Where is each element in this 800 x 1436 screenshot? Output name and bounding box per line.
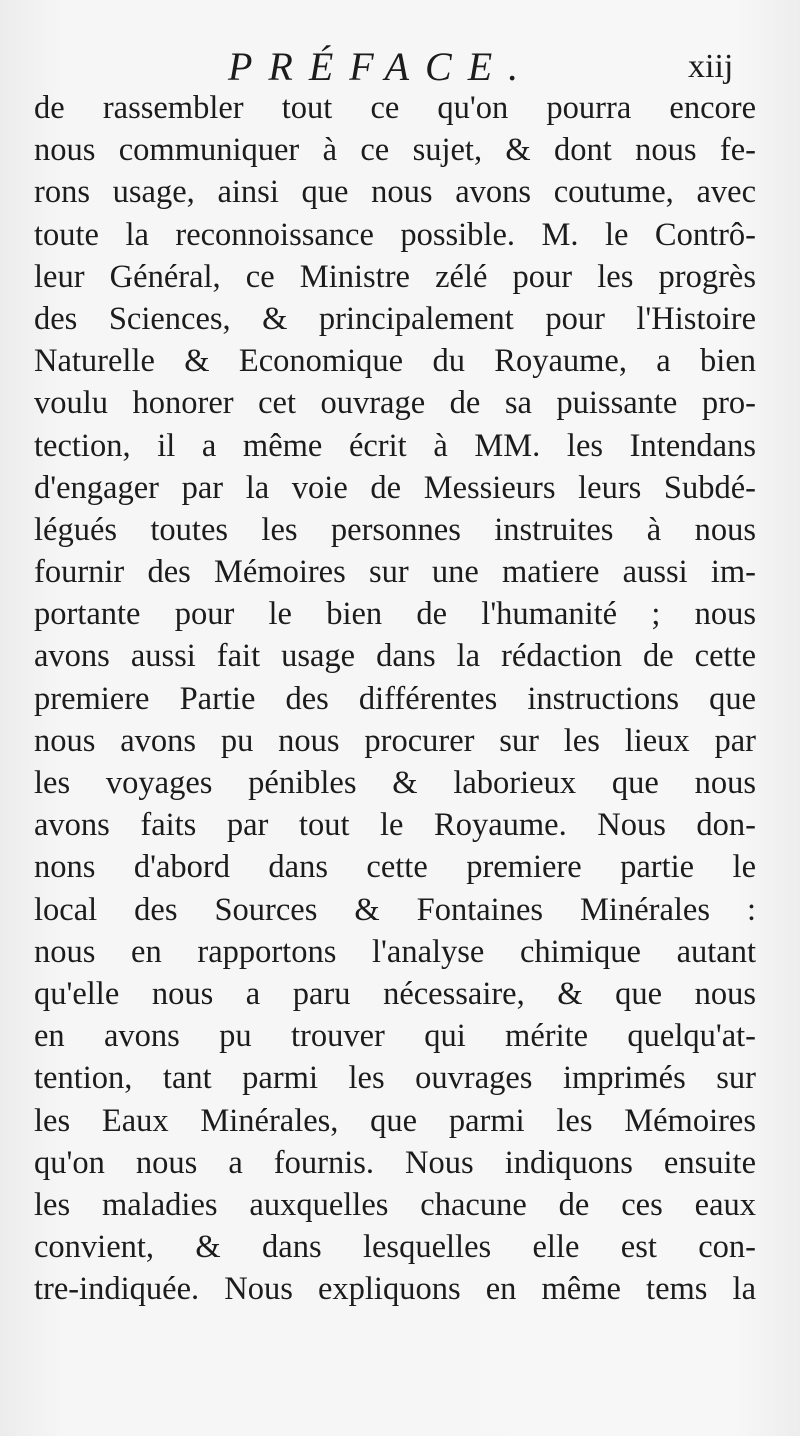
text-line: en avons pu trouver qui mérite quelqu'at- <box>34 1018 756 1055</box>
text-line: fournir des Mémoires sur une matiere aussi im- <box>34 554 756 591</box>
body-text <box>34 87 756 1310</box>
text-line: portante pour le bien de l'humanité ; nous <box>34 596 756 633</box>
text-line: qu'elle nous a paru nécessaire, & que nous <box>34 975 756 1012</box>
text-line: les maladies auxquelles chacune de ces eaux <box>34 1186 756 1223</box>
text-line: tection, il a même écrit à MM. les Intendans <box>34 427 756 464</box>
text-line: convient, & dans lesquelles elle est con- <box>34 1229 756 1266</box>
text-line: Naturelle & Economique du Royaume, a bien <box>34 343 756 380</box>
text-line: leur Général, ce Ministre zélé pour les progrès <box>34 258 756 295</box>
text-line: tre-indiquée. Nous expliquons en même tems la <box>34 1271 756 1308</box>
text-line: premiere Partie des différentes instructions que <box>34 680 756 717</box>
text-line: avons faits par tout le Royaume. Nous don- <box>34 807 756 844</box>
text-line: nons d'abord dans cette premiere partie le <box>34 849 756 886</box>
text-line: qu'on nous a fournis. Nous indiquons ensuite <box>34 1144 756 1181</box>
text-line: avons aussi fait usage dans la rédaction de cette <box>34 638 756 675</box>
text-line: d'engager par la voie de Messieurs leurs Subdé- <box>34 469 756 506</box>
text-line: nous en rapportons l'analyse chimique autant <box>34 933 756 970</box>
text-line: toute la reconnoissance possible. M. le Contrô- <box>34 216 756 253</box>
text-line: local des Sources & Fontaines Minérales : <box>34 891 756 928</box>
running-head <box>0 42 800 92</box>
text-line: les Eaux Minérales, que parmi les Mémoires <box>34 1102 756 1139</box>
text-line: les voyages pénibles & laborieux que nous <box>34 765 756 801</box>
text-line: rons usage, ainsi que nous avons coutume, avec <box>34 174 756 211</box>
text-line: tention, tant parmi les ouvrages imprimés sur <box>34 1060 756 1097</box>
text-line: de rassembler tout ce qu'on pourra encore <box>34 90 756 126</box>
running-title: PRÉFACE. <box>228 44 535 89</box>
page-number: xiij <box>688 48 734 85</box>
text-line: des Sciences, & principalement pour l'Histoire <box>34 300 756 337</box>
text-line: voulu honorer cet ouvrage de sa puissante pro- <box>34 385 756 422</box>
text-line: nous avons pu nous procurer sur les lieux par <box>34 722 756 759</box>
text-line: légués toutes les personnes instruites à nous <box>34 511 756 548</box>
text-line: nous communiquer à ce sujet, & dont nous fe- <box>34 132 756 169</box>
